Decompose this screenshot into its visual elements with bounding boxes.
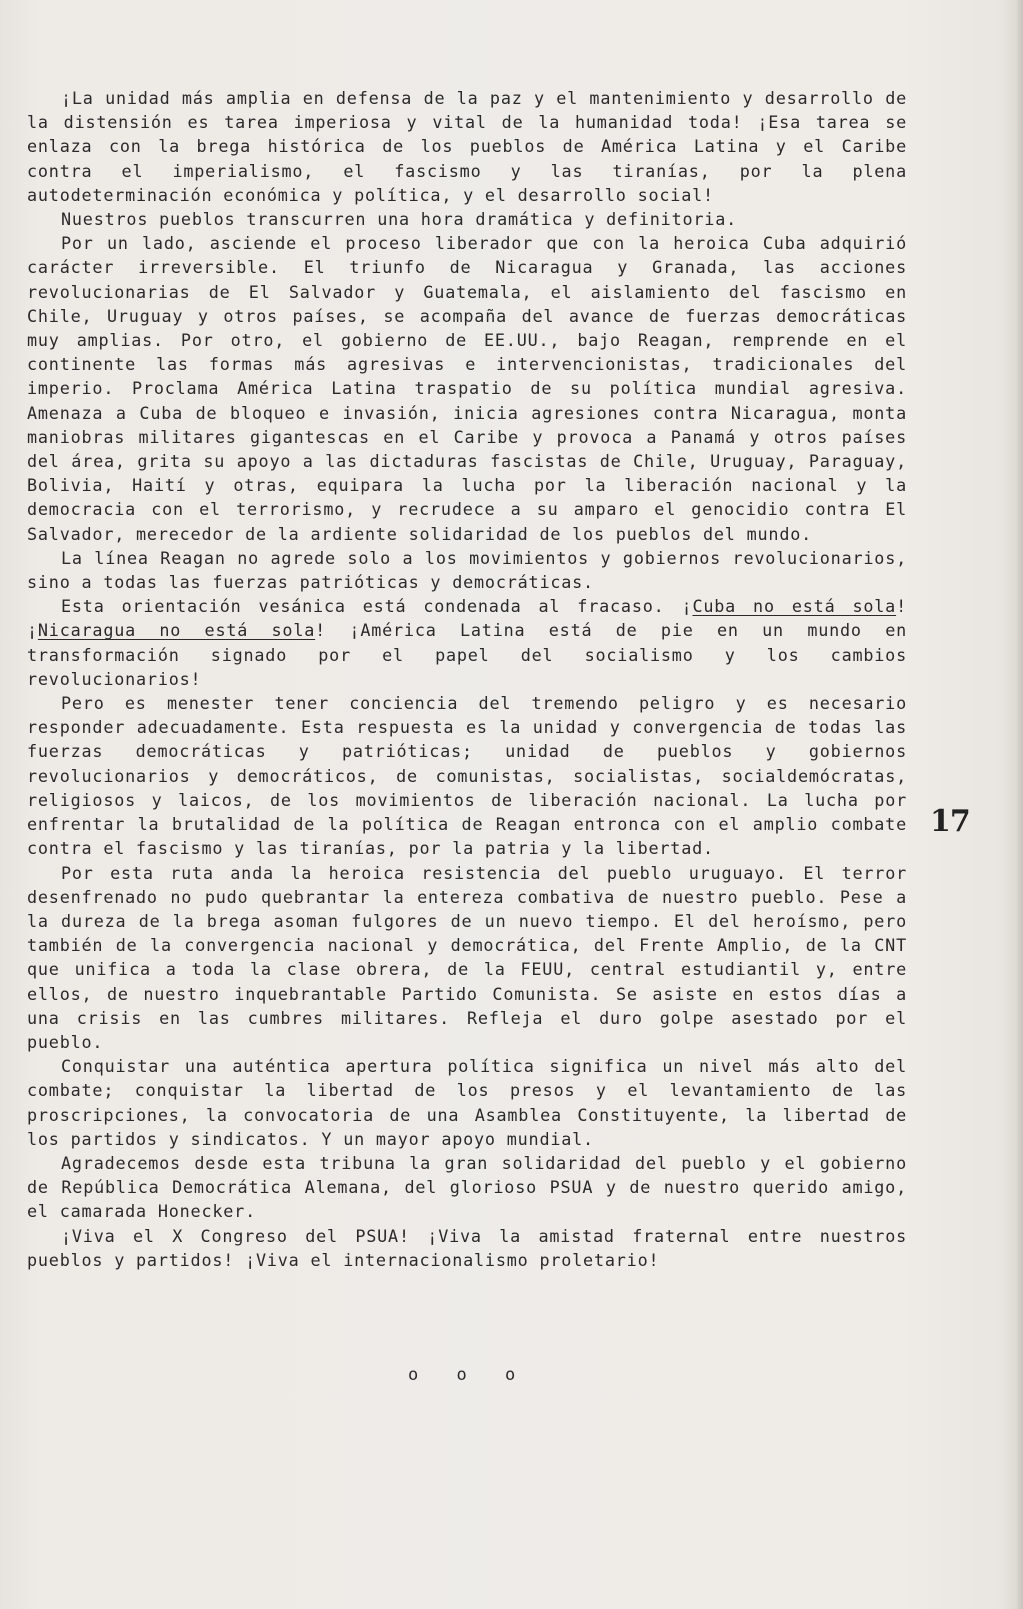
- paragraph-6: Pero es menester tener conciencia del tremendo peligro y es necesario responder adecuadamente. Esta respuesta es la unidad y convergencia de todas las fuerzas democráticas y patrióticas; unidad de pueblos y gobiernos revolucionarios y democráticos, de comunistas, socialistas, socialdemócratas, religiosos y laicos, de los movimientos de liberación nacional. La lucha por enfrentar la brutalidad de la política de Reagan entronca con el amplio combate contra el fascismo y las tiranías, por la patria y la libertad.: [27, 693, 907, 859]
- page-number: 17: [930, 804, 970, 839]
- page-edge-shadow: [1017, 0, 1023, 1609]
- paragraph-2: Nuestros pueblos transcurren una hora dramática y definitoria.: [61, 209, 737, 230]
- paragraph-5-text-after: ! ¡América Latina está de pie en un mundo en transformación signado por el papel del socialismo y los cambios revolucionarios!: [27, 620, 907, 689]
- paragraph-4: La línea Reagan no agrede solo a los movimientos y gobiernos revolucionarios, sino a todas las fuerzas patrióticas y democráticas.: [27, 547, 907, 593]
- document-body: [27, 86, 907, 1272]
- paragraph-1: ¡La unidad más amplia en defensa de la paz y el mantenimiento y desarrollo de la distensión es tarea imperiosa y vital de la humanidad toda! ¡Esa tarea se enlaza con la brega histórica de los pueblos de América Latina y el Caribe contra el imperialismo, el fascismo y las tiranías, por la plena autodeterminación económica y política, y el desarrollo social!: [27, 88, 907, 205]
- paragraph-10: ¡Viva el X Congreso del PSUA! ¡Viva la amistad fraternal entre nuestros pueblos y partidos! ¡Viva el internacionalismo proletario!: [27, 1225, 907, 1270]
- paragraph-3: Por un lado, asciende el proceso liberador que con la heroica Cuba adquirió carácter irreversible. El triunfo de Nicaragua y Granada, las acciones revolucionarias de El Salvador y Guatemala, el aislamiento del fascismo en Chile, Uruguay y otros países, se acompaña del avance de fuerzas democráticas muy amplias. Por otro, el gobierno de EE.UU., bajo Reagan, remprende en el continente las formas más agresivas e intervencionistas, tradicionales del imperio. Proclama América Latina traspatio de su política mundial agresiva. Amenaza a Cuba de bloqueo e invasión, inicia agresiones contra Nicaragua, monta maniobras militares gigantescas en el Caribe y provoca a Panamá y otros países del área, grita su apoyo a las dictaduras fascistas de Chile, Uruguay, Paraguay, Bolivia, Haití y otras, equipara la lucha por la liberación nacional y la democracia con el terrorismo, y recrudece a su amparo el genocidio contra El Salvador, merecedor de la ardiente solidaridad de los pueblos del mundo.: [27, 233, 907, 544]
- section-end-mark: o o o: [408, 1365, 530, 1385]
- paragraph-5-text-mid: ! ¡: [27, 596, 907, 641]
- paragraph-9: Agradecemos desde esta tribuna la gran solidaridad del pueblo y el gobierno de República Democrática Alemana, del glorioso PSUA y de nuestro querido amigo, el camarada Honecker.: [27, 1152, 907, 1222]
- paragraph-5: [27, 594, 907, 691]
- underlined-nicaragua-phrase: Nicaragua no está sola: [37, 620, 316, 641]
- paragraph-8: Conquistar una auténtica apertura política significa un nivel más alto del combate; conquistar la libertad de los presos y el levantamiento de las proscripciones, la convocatoria de una Asamblea Constituyente, la libertad de los partidos y sindicatos. Y un mayor apoyo mundial.: [27, 1056, 907, 1149]
- paragraph-7: Por esta ruta anda la heroica resistencia del pueblo uruguayo. El terror desenfrenado no pudo quebrantar la entereza combativa de nuestro pueblo. Pese a la dureza de la brega asoman fulgores de un nuevo tiempo. El del heroísmo, pero también de la convergencia nacional y democrática, del Frente Amplio, de la CNT que unifica a toda la clase obrera, de la FEUU, central estudiantil y, entre ellos, de nuestro inquebrantable Partido Comunista. Se asiste en estos días a una crisis en las cumbres militares. Refleja el duro golpe asestado por el pueblo.: [27, 862, 907, 1052]
- underlined-cuba-phrase: Cuba no está sola: [692, 596, 897, 617]
- paragraph-5-text-before: Esta orientación vesánica está condenada al fracaso. ¡: [61, 596, 693, 617]
